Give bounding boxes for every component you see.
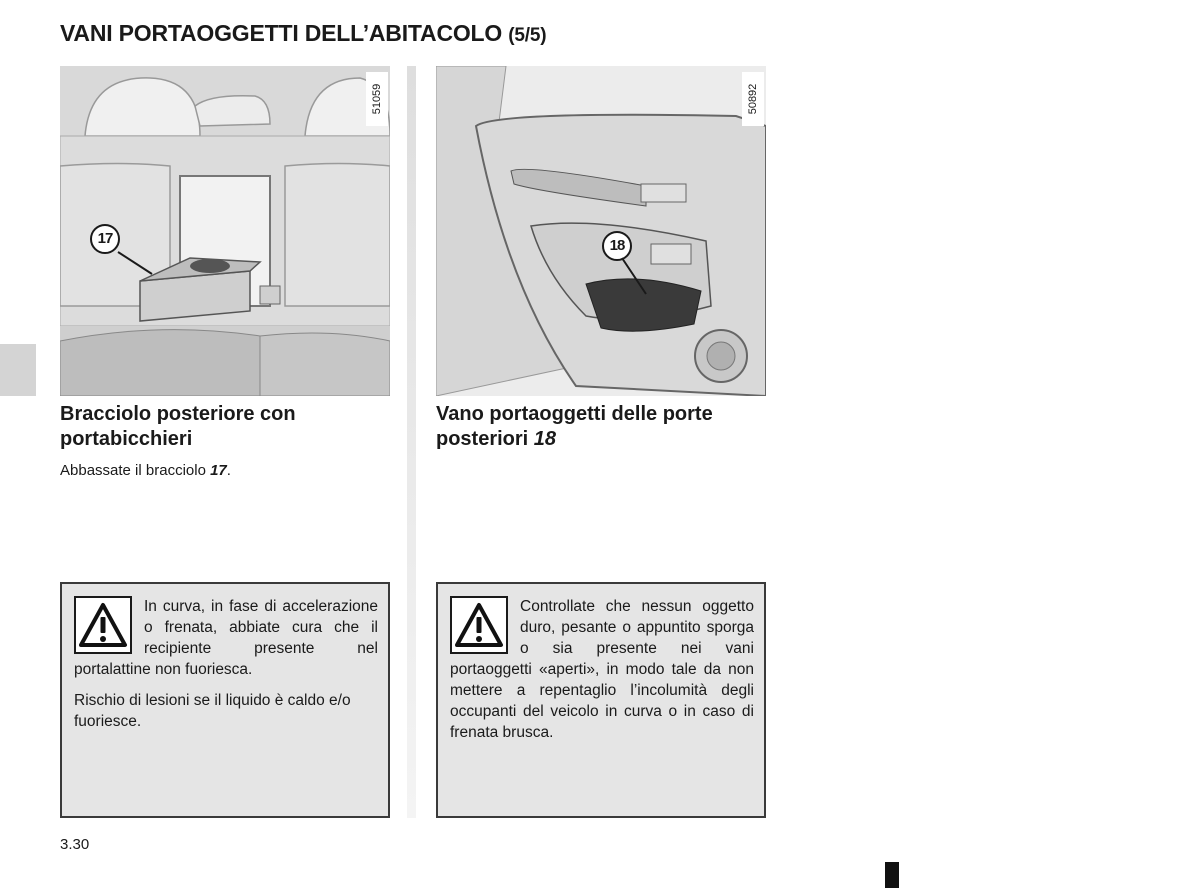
warning-box-armrest [60,582,390,818]
door-pocket-heading-text: Vano portaoggetti delle porte posteriori [436,403,713,450]
warning-armrest-para1: In curva, in fase di accelerazione o frenata, abbiate cura che il recipiente presente nel portalattine non fuoriesca. [74,598,378,678]
page-title [60,20,546,47]
chapter-tab [0,344,36,396]
warning-box-door [436,582,766,818]
armrest-ref: 17 [210,462,227,479]
warning-armrest-para2: Rischio di lesioni se il liquido è caldo e/o fuoriesce. [74,692,351,730]
callout-17-leader [60,66,390,396]
column-divider [407,66,416,818]
callout-18-leader [436,66,766,396]
callout-17: 17 [90,224,120,254]
warning-door-para1: Controllate che nessun oggetto duro, pesante o appuntito sporga o sia presente nei vani portaoggetti «aperti», in modo tale da non mettere a repentaglio l’incolumità degli occupanti del veicolo in curva o in caso di frenata brusca. [450,598,754,741]
door-pocket-heading [436,402,776,452]
armrest-instruction [60,462,231,479]
warning-triangle-icon [450,596,508,654]
armrest-instruction-end: . [226,462,231,479]
page-number: 3.30 [60,836,90,853]
armrest-instruction-text: Abbassate il bracciolo [60,462,211,479]
page-title-part: (5/5) [508,25,547,46]
armrest-heading: Bracciolo posteriore con portabicchieri [60,403,296,450]
callout-18: 18 [602,231,632,261]
print-mark [885,862,899,888]
warning-triangle-icon [74,596,132,654]
page-title-text: VANI PORTAOGGETTI DELL’ABITACOLO [60,20,503,46]
figure-code: 50892 [747,83,759,115]
figure-code: 51059 [371,83,383,115]
door-pocket-ref: 18 [533,428,557,450]
